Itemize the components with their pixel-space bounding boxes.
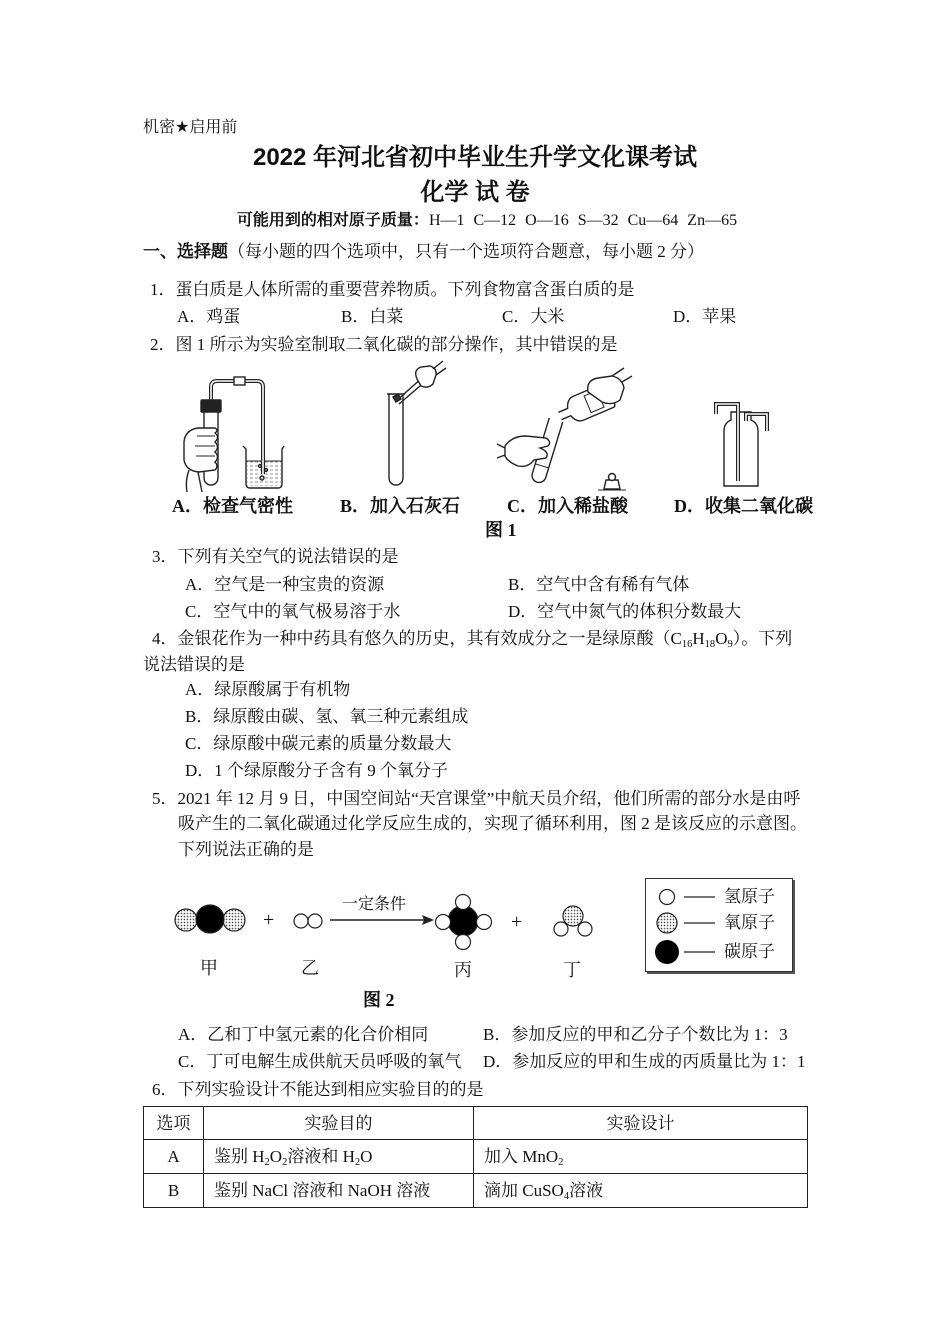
q2-stem: 2．图 1 所示为实验室制取二氧化碳的部分操作，其中错误的是 xyxy=(150,335,618,354)
q5-option-d: D．参加反应的甲和生成的丙质量比为 1：1 xyxy=(483,1052,806,1071)
cuso4-formula xyxy=(522,1181,569,1200)
rubber-stopper xyxy=(201,400,221,412)
design-text: 溶液 xyxy=(569,1181,604,1200)
apparatus-c-add-acid xyxy=(497,368,632,490)
oxygen-atom xyxy=(563,906,583,926)
q5-stem-line-1: 5．2021 年 12 月 9 日，中国空间站“天宫课堂”中航天员介绍，他们所需的部分水是由呼 xyxy=(152,789,801,808)
q3-option-a: A．空气是一种宝贵的资源 xyxy=(185,575,385,594)
q4-option-d: D．1 个绿原酸分子含有 9 个氧分子 xyxy=(185,761,449,780)
q4-stem-line-1 xyxy=(152,629,793,650)
q1-option-c: C．大米 xyxy=(502,307,565,326)
molecule-label-jia: 甲 xyxy=(200,958,218,978)
figure-1-label-a: A．检查气密性 xyxy=(172,496,293,516)
row-option: B xyxy=(144,1174,204,1208)
atomic-mass-line xyxy=(229,213,745,229)
q3-option-d: D．空气中氮气的体积分数最大 xyxy=(508,602,742,621)
q5-option-a: A．乙和丁中氢元素的化合价相同 xyxy=(178,1025,429,1044)
q5-stem-line-3: 下列说法正确的是 xyxy=(178,840,314,859)
formula-subscript: 9 xyxy=(727,638,733,650)
header-design: 实验设计 xyxy=(474,1107,808,1140)
molecule-label-yi: 乙 xyxy=(301,958,319,978)
carbon-atom xyxy=(196,905,224,933)
figure-1-label-d: D．收集二氧化碳 xyxy=(674,496,813,516)
formula-element: O xyxy=(360,1147,373,1166)
apparatus-b-add-limestone xyxy=(387,361,446,485)
formula-subscript: 4 xyxy=(563,1190,570,1202)
plus-sign: + xyxy=(511,911,523,933)
hand-icon xyxy=(184,428,218,472)
formula-element: H xyxy=(692,629,705,648)
q1-stem: 1．蛋白质是人体所需的重要营养物质。下列食物富含蛋白质的是 xyxy=(150,280,635,299)
hydrogen-atom-icon xyxy=(660,890,675,905)
wrist xyxy=(497,444,505,458)
header-option: 选项 xyxy=(144,1107,204,1140)
plus-sign: + xyxy=(263,909,275,931)
hydrogen-atom xyxy=(456,895,471,910)
hydrogen-atom xyxy=(294,914,308,928)
wrist xyxy=(186,470,202,492)
hydrogen-atom xyxy=(436,915,451,930)
q5-option-c: C．丁可电解生成供航天员呼吸的氧气 xyxy=(178,1052,462,1071)
experiment-table xyxy=(143,1106,808,1208)
table-row xyxy=(144,1174,808,1208)
h2o-formula xyxy=(343,1147,373,1166)
purpose-text: 溶液和 xyxy=(287,1147,343,1166)
formula-subscript: 18 xyxy=(704,638,716,650)
reaction-arrow xyxy=(330,915,434,925)
figure-1-caption: 图 1 xyxy=(485,520,517,540)
formula-element: O xyxy=(715,629,728,648)
q3-option-c: C．空气中的氧气极易溶于水 xyxy=(185,602,401,621)
rubber-joint xyxy=(234,377,245,385)
molecule-jia-co2 xyxy=(175,905,245,933)
formula-subscript: 16 xyxy=(681,638,693,650)
chlorogenic-acid-formula xyxy=(671,629,733,648)
q1-option-b: B．白菜 xyxy=(341,307,404,326)
q1-option-d: D．苹果 xyxy=(673,307,737,326)
h2o2-formula xyxy=(252,1147,287,1166)
section-instruction: （每小题的四个选项中，只有一个选项符合题意，每小题 2 分） xyxy=(228,242,704,261)
formula-element: O xyxy=(269,1147,283,1166)
row-design xyxy=(474,1174,808,1208)
formula-element: C xyxy=(670,629,682,648)
apparatus-a-airtightness-check xyxy=(184,377,284,492)
section-title: 一、选择题 xyxy=(143,242,228,261)
molecule-label-bing: 丙 xyxy=(454,960,472,980)
formula-element: MnO xyxy=(522,1147,559,1166)
hydrogen-atom xyxy=(578,922,592,936)
delivery-tube-inner xyxy=(211,381,263,474)
q4-option-c: C．绿原酸中碳元素的质量分数最大 xyxy=(185,734,452,753)
hand-icon xyxy=(416,366,436,387)
q6-stem: 6．下列实验设计不能达到相应实验目的的是 xyxy=(152,1080,484,1099)
figure-1-illustrations xyxy=(0,360,950,495)
q4-stem-line-2: 说法错误的是 xyxy=(143,655,245,674)
hydrogen-atom xyxy=(554,922,568,936)
formula-subscript: 2 xyxy=(354,1156,361,1168)
molecule-ding-h2o xyxy=(554,906,592,936)
figure-2-reaction-diagram xyxy=(0,870,950,960)
row-purpose: 鉴别 NaCl 溶液和 NaOH 溶液 xyxy=(204,1174,474,1208)
formula-element: CuSO xyxy=(522,1181,564,1200)
q4-option-a: A．绿原酸属于有机物 xyxy=(185,680,351,699)
row-purpose xyxy=(204,1140,474,1174)
q1-option-a: A．鸡蛋 xyxy=(177,307,241,326)
oxygen-atom-icon xyxy=(657,913,677,933)
q5-option-b: B．参加反应的甲和乙分子个数比为 1：3 xyxy=(483,1025,788,1044)
delivery-tube xyxy=(211,381,263,474)
molecule-yi-h2 xyxy=(294,914,322,928)
legend-hydrogen: 氢原子 xyxy=(724,887,775,906)
formula-element: H xyxy=(342,1147,355,1166)
stopper-knob xyxy=(609,474,616,481)
purpose-text: 鉴别 xyxy=(214,1147,253,1166)
q3-option-b: B．空气中含有稀有气体 xyxy=(508,575,690,594)
formula-subscript: 2 xyxy=(558,1156,564,1168)
formula-subscript: 2 xyxy=(264,1156,270,1168)
formula-subscript: 2 xyxy=(282,1156,288,1168)
figure-2-caption: 图 2 xyxy=(363,990,395,1010)
exam-subtitle: 化学 试 卷 xyxy=(420,179,530,206)
atomic-mass-label: 可能用到的相对原子质量： xyxy=(236,212,429,229)
atomic-mass-values: H—1 C—12 O—16 S—32 Cu—64 Zn—65 xyxy=(428,212,738,229)
bottle-stopper xyxy=(604,480,620,489)
carbon-atom-icon xyxy=(655,940,679,964)
gas-collecting-bottle xyxy=(724,412,758,486)
section-heading xyxy=(143,243,704,260)
oxygen-atom xyxy=(223,909,245,931)
q3-stem: 3．下列有关空气的说法错误的是 xyxy=(152,547,399,566)
header-purpose: 实验目的 xyxy=(204,1107,474,1140)
mno2-formula xyxy=(522,1147,563,1166)
table-header-row xyxy=(144,1107,808,1140)
test-tube xyxy=(389,394,403,485)
table-row xyxy=(144,1140,808,1174)
reaction-condition: 一定条件 xyxy=(342,896,407,913)
row-option: A xyxy=(144,1140,204,1174)
carbon-atom xyxy=(448,906,478,936)
hydrogen-atom xyxy=(308,914,322,928)
figure-1-label-c: C．加入稀盐酸 xyxy=(507,496,628,516)
formula-element: H xyxy=(252,1147,265,1166)
apparatus-d-collect-co2 xyxy=(716,404,767,486)
q4-option-b: B．绿原酸由碳、氢、氧三种元素组成 xyxy=(185,707,469,726)
figure-1-label-b: B．加入石灰石 xyxy=(340,496,461,516)
hydrogen-atom xyxy=(477,915,492,930)
design-text: 加入 xyxy=(484,1147,523,1166)
confidential-mark: 机密★启用前 xyxy=(143,119,238,136)
q5-stem-line-2: 吸产生的二氧化碳通过化学反应生成的，实现了循环利用，图 2 是该反应的示意图。 xyxy=(178,814,807,833)
design-text: 滴加 xyxy=(484,1181,523,1200)
molecule-bing-ch4 xyxy=(436,895,492,950)
hydrogen-atom xyxy=(456,935,471,950)
q4-stem-text: 4．金银花作为一种中药具有悠久的历史，其有效成分之一是绿原酸（ xyxy=(152,629,671,648)
molecule-label-ding: 丁 xyxy=(563,960,581,980)
oxygen-atom xyxy=(175,909,197,931)
legend-carbon: 碳原子 xyxy=(724,942,775,961)
exam-title: 2022 年河北省初中毕业生升学文化课考试 xyxy=(252,144,698,171)
legend-oxygen: 氧原子 xyxy=(724,913,775,932)
row-design xyxy=(474,1140,808,1174)
q4-stem-text-end: ）。下列 xyxy=(732,629,793,648)
